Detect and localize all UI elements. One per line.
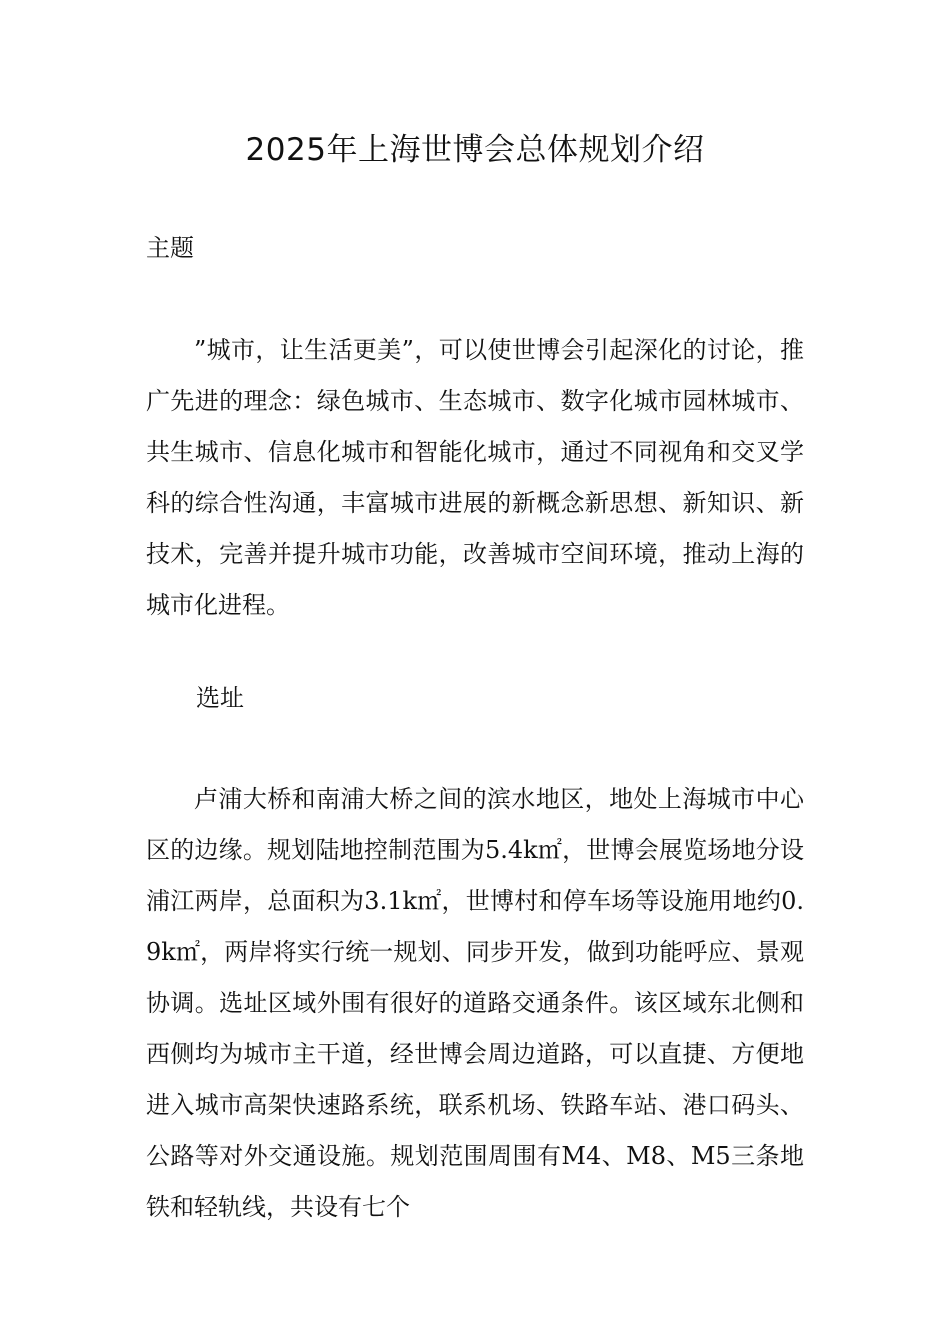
section-heading-theme: 主题 bbox=[146, 234, 194, 262]
section-heading-site: 选址 bbox=[196, 684, 244, 712]
document-title: 2025年上海世博会总体规划介绍 bbox=[245, 132, 705, 168]
section-body-theme: ”城市，让生活更美”，可以使世博会引起深化的讨论，推广先进的理念：绿色城市、生态城市、数字化城市园林城市、共生城市、信息化城市和智能化城市，通过不同视角和交叉学科的综合性沟通，丰富城市进展的新概念新思想、新知识、新技术，完善并提升城市功能，改善城市空间环境，推动上海的城市化进程。 bbox=[146, 336, 804, 619]
section-body-site: 卢浦大桥和南浦大桥之间的滨水地区，地处上海城市中心区的边缘。规划陆地控制范围为5.4k㎡，世博会展览场地分设浦江两岸，总面积为3.1k㎡，世博村和停车场等设施用地约0.9k㎡，两岸将实行统一规划、同步开发，做到功能呼应、景观协调。选址区域外围有很好的道路交通条件。该区域东北侧和西侧均为城市主干道，经世博会周边道路，可以直捷、方便地进入城市高架快速路系统，联系机场、铁路车站、港口码头、公路等对外交通设施。规划范围周围有M4、M8、M5三条地铁和轻轨线，共设有七个 bbox=[146, 785, 804, 1221]
